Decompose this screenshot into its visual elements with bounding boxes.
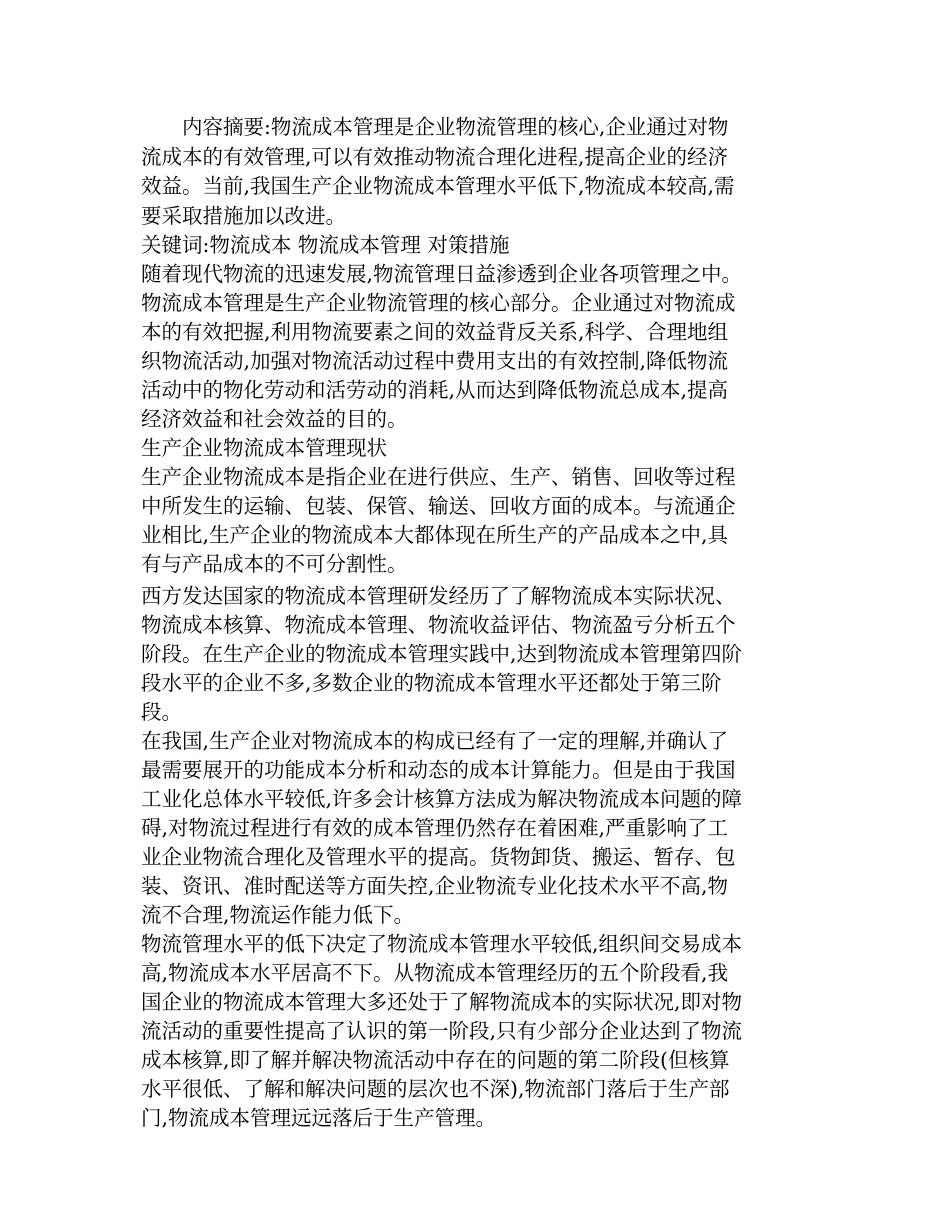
body-paragraph: 西方发达国家的物流成本管理研发经历了了解物流成本实际状况、物流成本核算、物流成本管理、物流收益评估、物流盈亏分析五个阶段。在生产企业的物流成本管理实践中,达到物流成本管理第四阶段水平的企业不多,多数企业的物流成本管理水平还都处于第三阶段。 — [141, 584, 743, 724]
document-page — [141, 113, 745, 1133]
intro-paragraph: 随着现代物流的迅速发展,物流管理日益渗透到企业各项管理之中。物流成本管理是生产企业物流管理的核心部分。企业通过对物流成本的有效把握,利用物流要素之间的效益背反关系,科学、合理地组织物流活动,加强对物流活动过程中费用支出的有效控制,降低物流活动中的物化劳动和活劳动的消耗,从而达到降低物流总成本,提高经济效益和社会效益的目的。 — [141, 262, 743, 431]
keywords-line: 关键词:物流成本 物流成本管理 对策措施 — [141, 233, 510, 257]
body-paragraph: 生产企业物流成本是指企业在进行供应、生产、销售、回收等过程中所发生的运输、包装、保管、输送、回收方面的成本。与流通企业相比,生产企业的物流成本大都体现在所生产的产品成本之中,具有与产品成本的不可分割性。 — [141, 465, 736, 576]
abstract-paragraph: 内容摘要:物流成本管理是企业物流管理的核心,企业通过对物流成本的有效管理,可以有效推动物流合理化进程,提高企业的经济效益。当前,我国生产企业物流成本管理水平低下,物流成本较高,需要采取措施加以改进。 — [141, 115, 735, 228]
section-heading: 生产企业物流成本管理现状 — [141, 436, 387, 460]
body-paragraph: 在我国,生产企业对物流成本的构成已经有了一定的理解,并确认了最需要展开的功能成本分析和动态的成本计算能力。但是由于我国工业化总体水平较低,许多会计核算方法成为解决物流成本问题的障碍,对物流过程进行有效的成本管理仍然存在着困难,严重影响了工业企业物流合理化及管理水平的提高。货物卸货、搬运、暂存、包装、资讯、准时配送等方面失控,企业物流专业化技术水平不高,物流不合理,物流运作能力低下。 — [141, 729, 743, 927]
body-paragraph: 物流管理水平的低下决定了物流成本管理水平较低,组织间交易成本高,物流成本水平居高不下。从物流成本管理经历的五个阶段看,我国企业的物流成本管理大多还处于了解物流成本的实际状况,即对物流活动的重要性提高了认识的第一阶段,只有少部分企业达到了物流成本核算,即了解并解决物流活动中存在的问题的第二阶段(但核算水平很低、了解和解决问题的层次也不深),物流部门落后于生产部门,物流成本管理远远落后于生产管理。 — [141, 932, 743, 1130]
